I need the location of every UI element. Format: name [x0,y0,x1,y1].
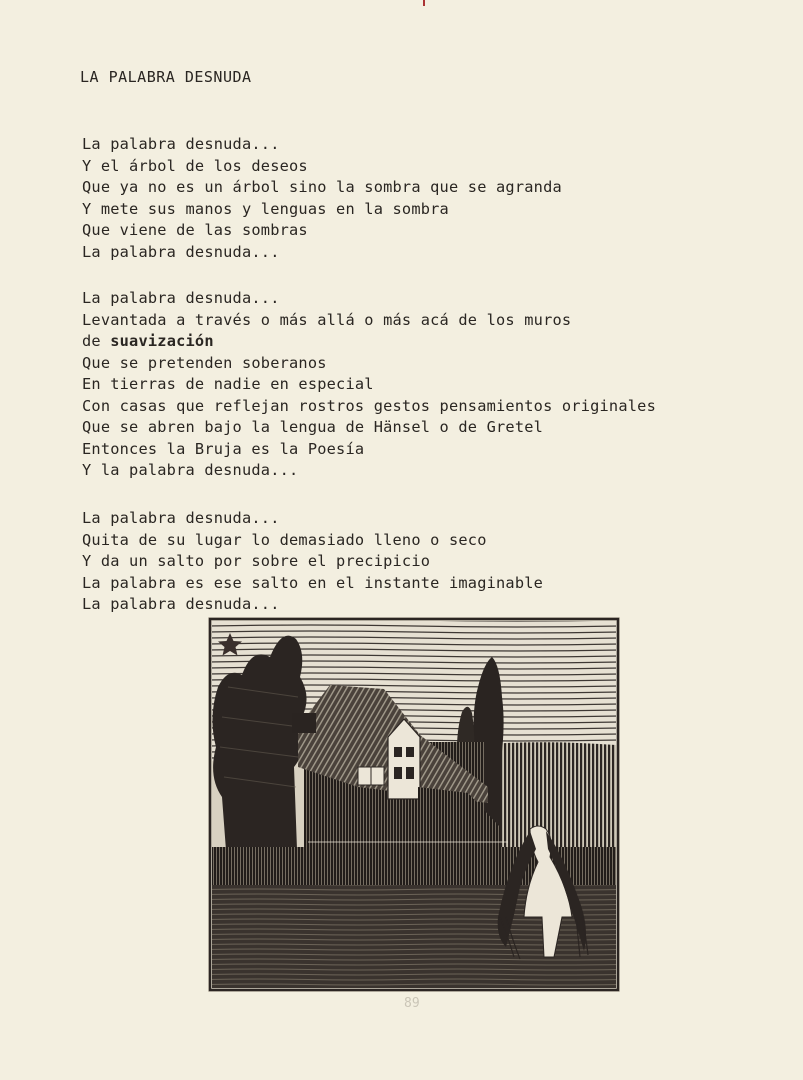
stanza-1 [82,134,562,263]
poem-line: La palabra desnuda... [82,242,280,261]
poem-line [82,331,656,353]
poem-line: Con casas que reflejan rostros gestos pensamientos originales [82,396,656,415]
poem-line: Quita de su lugar lo demasiado lleno o seco [82,530,487,549]
poem-line: La palabra es ese salto en el instante imaginable [82,573,544,592]
poem-line-prefix: de [82,332,111,350]
poem-line: Que ya no es un árbol sino la sombra que se agranda [82,178,562,196]
page-number: 89 [404,996,420,1011]
poem-line: Que se pretenden soberanos [82,353,327,372]
poem-line: Levantada a través o más allá o más acá de los muros [82,310,572,329]
poem-line: Que se abren bajo la lengua de Hänsel o de Gretel [82,418,544,436]
poem-line: En tierras de nadie en especial [82,375,374,393]
poem-line: Que viene de las sombras [82,221,308,239]
poem-line: Y mete sus manos y lenguas en la sombra [82,199,449,218]
bold-word: suavización [110,332,214,350]
poem-line: Y da un salto por sobre el precipicio [82,552,431,570]
red-ink-speck [423,0,425,6]
poem-line: La palabra desnuda... [82,289,280,307]
poem-line: La palabra desnuda... [82,135,280,153]
poem-line: La palabra desnuda... [82,509,280,527]
poem-line: Y el árbol de los deseos [82,156,308,175]
stanza-2 [82,288,656,482]
house-gable [388,719,420,799]
woodcut-illustration [208,617,620,992]
poem-line: Entonces la Bruja es la Poesía [82,439,365,458]
poem-line: La palabra desnuda... [82,595,280,613]
poem-line: Y la palabra desnuda... [82,461,299,479]
poem-title: LA PALABRA DESNUDA [80,68,252,86]
stanza-3 [82,508,543,616]
